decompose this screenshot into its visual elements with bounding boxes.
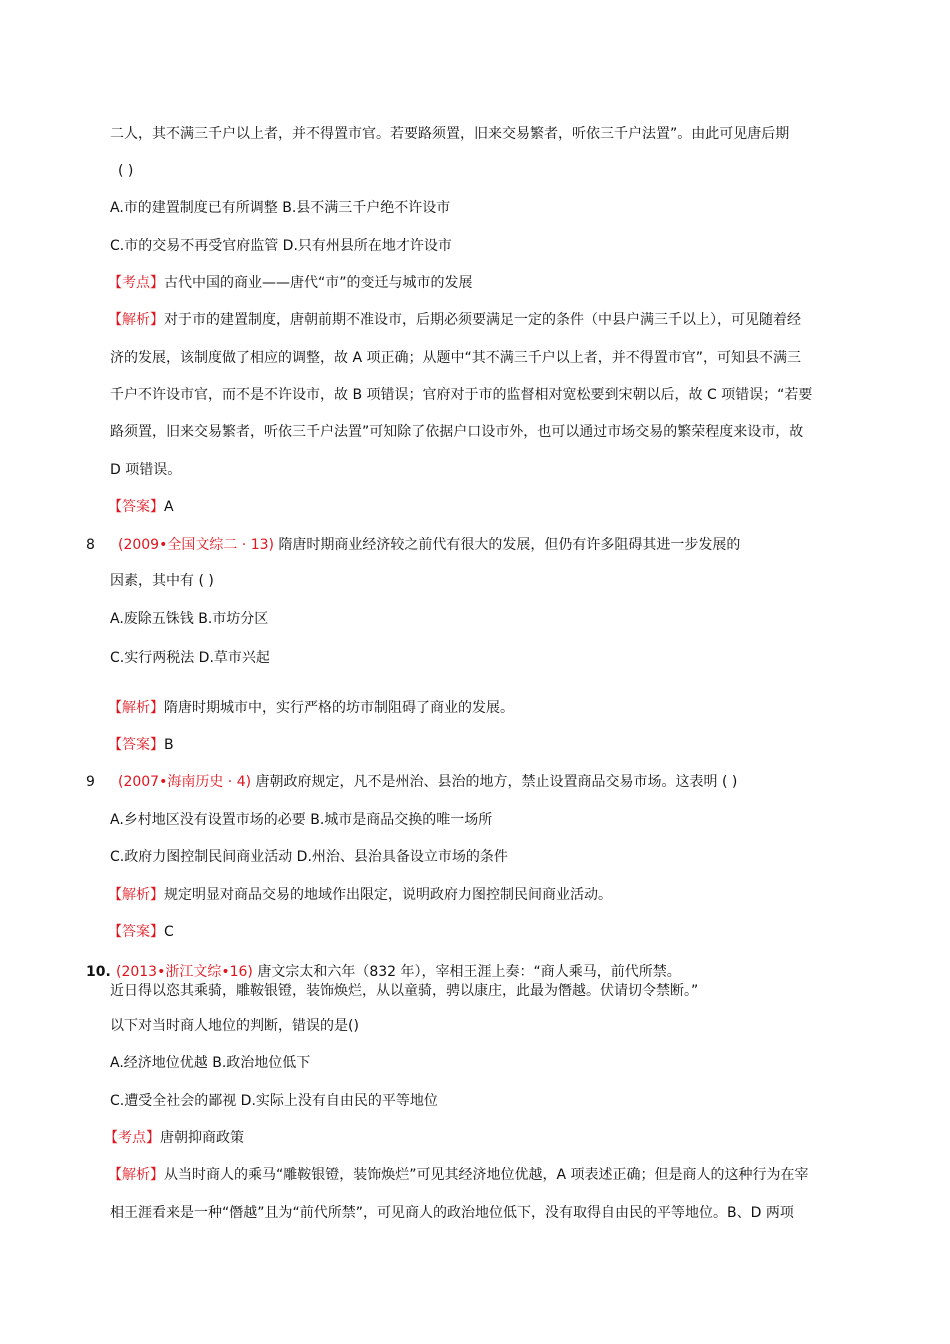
q7-options-ab: A.市的建置制度已有所调整 B.县不满三千户绝不许设市 (110, 200, 451, 216)
q7-jiexi-line-3: 千户不许设市官，而不是不许设市，故 B 项错误；官府对于市的监督相对宽松要到宋朝以后，故 C 项错误；“若要 (110, 387, 813, 403)
kaodian-tag: 【考点】 (104, 1130, 160, 1146)
q8-number: 8 (86, 537, 95, 553)
jiexi-tag: 【解析】 (108, 700, 164, 716)
q9-options-ab: A.乡村地区没有设置市场的必要 B.城市是商品交换的唯一场所 (110, 812, 493, 828)
q10-stem-line-2: 近日得以恣其乘骑，雕鞍银镫，装饰焕烂，从以童骑，骋以康庄，此最为僭越。伏请切令禁断。” (110, 983, 699, 999)
q9-stem (118, 772, 737, 792)
q10-jiexi-line-1 (108, 1165, 809, 1185)
q8-options-ab: A.废除五铢钱 B.市坊分区 (110, 611, 269, 627)
jiexi-text: 对于市的建置制度，唐朝前期不准设市，后期必须要满足一定的条件（中县户满三千以上），可见随着经 (164, 312, 801, 328)
q8-answer (108, 735, 174, 755)
answer-tag: 【答案】 (108, 499, 164, 515)
q10-stem-line-1 (116, 962, 681, 982)
jiexi-text: 从当时商人的乘马“雕鞍银镫，装饰焕烂”可见其经济地位优越，A 项表述正确；但是商人的这种行为在宰 (164, 1167, 809, 1183)
q9-answer (108, 922, 174, 942)
q8-options-cd: C.实行两税法 D.草市兴起 (110, 650, 270, 666)
q7-kaodian (108, 273, 473, 293)
q7-blank-paren: ( ) (118, 163, 134, 179)
answer-value: A (164, 499, 174, 515)
q10-jiexi-line-2: 相王涯看来是一种“僭越”且为“前代所禁”，可见商人的政治地位低下，没有取得自由民的平等地位。B、D 两项 (110, 1205, 794, 1221)
jiexi-text: 规定明显对商品交易的地域作出限定，说明政府力图控制民间商业活动。 (164, 887, 612, 903)
kaodian-tag: 【考点】 (108, 275, 164, 291)
answer-tag: 【答案】 (108, 924, 164, 940)
q10-stem-line-3: 以下对当时商人地位的判断，错误的是() (110, 1018, 359, 1034)
q8-stem-line-2: 因素，其中有 ( ) (110, 573, 214, 589)
q10-options-cd: C.遭受全社会的鄙视 D.实际上没有自由民的平等地位 (110, 1093, 438, 1109)
q9-source: (2007•海南历史 · 4) (118, 774, 252, 790)
q9-jiexi (108, 885, 612, 905)
answer-value: C (164, 924, 174, 940)
answer-tag: 【答案】 (108, 737, 164, 753)
q10-source: (2013•浙江文综•16) (116, 964, 253, 980)
q8-jiexi (108, 698, 514, 718)
q9-number: 9 (86, 774, 95, 790)
q10-stem-text: 唐文宗太和六年（832 年），宰相王涯上奏：“商人乘马，前代所禁。 (257, 964, 681, 980)
kaodian-text: 唐朝抑商政策 (160, 1130, 244, 1146)
q10-kaodian (104, 1128, 244, 1148)
kaodian-text: 古代中国的商业——唐代“市”的变迁与城市的发展 (164, 275, 473, 291)
jiexi-tag: 【解析】 (108, 887, 164, 903)
q9-stem-text: 唐朝政府规定，凡不是州治、县治的地方，禁止设置商品交易市场。这表明 ( ) (255, 774, 738, 790)
jiexi-tag: 【解析】 (108, 1167, 164, 1183)
q8-source: (2009•全国文综二 · 13) (118, 537, 274, 553)
q7-jiexi-line-2: 济的发展，该制度做了相应的调整，故 A 项正确；从题中“其不满三千户以上者，并不得置市官”，可知县不满三 (110, 350, 801, 366)
q7-options-cd: C.市的交易不再受官府监管 D.只有州县所在地才许设市 (110, 238, 452, 254)
q9-options-cd: C.政府力图控制民间商业活动 D.州治、县治具备设立市场的条件 (110, 849, 508, 865)
q10-number: 10. (86, 964, 111, 980)
q7-answer (108, 497, 174, 517)
q10-options-ab: A.经济地位优越 B.政治地位低下 (110, 1055, 311, 1071)
jiexi-tag: 【解析】 (108, 312, 164, 328)
q8-stem-line-1 (118, 535, 740, 555)
jiexi-text: 隋唐时期城市中，实行严格的坊市制阻碍了商业的发展。 (164, 700, 514, 716)
q8-stem-text: 隋唐时期商业经济较之前代有很大的发展，但仍有许多阻碍其进一步发展的 (278, 537, 741, 553)
q7-jiexi-line-1 (108, 310, 801, 330)
q7-jiexi-line-4: 路须置，旧来交易繁者，听依三千户法置”可知除了依据户口设市外，也可以通过市场交易的繁荣程度来设市，故 (110, 424, 804, 440)
q7-stem-continuation: 二人，其不满三千户以上者，并不得置市官。若要路须置，旧来交易繁者，听依三千户法置”。由此可见唐后期 (110, 126, 790, 142)
answer-value: B (164, 737, 174, 753)
q7-jiexi-line-5: D 项错误。 (110, 462, 182, 478)
